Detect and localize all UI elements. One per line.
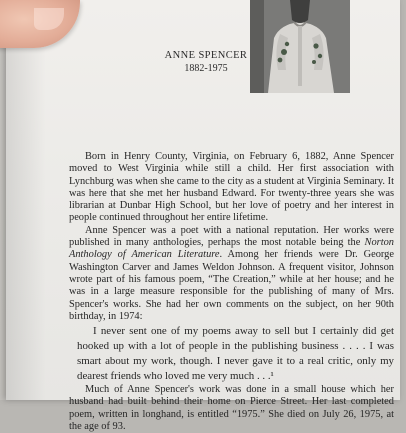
biography-text (69, 151, 394, 433)
anthology-title: Norton Anthology of American Literature (69, 237, 394, 261)
paragraph-reputation (69, 225, 394, 323)
paragraph-reputation-end: . Among her friends were Dr. George Washington Carver and James Weldon Johnson. A frequent visitor, Johnson wrote part of his famous poem, “The Creation,” while at her house; and he was in a large measure responsible for the publishing of many of Mrs. Spencer's works. She had her own comments on the subject, on her 90th birthday, in 1974: (69, 249, 394, 322)
portrait-photo (250, 0, 350, 93)
paragraph-birth: Born in Henry County, Virginia, on February 6, 1882, Anne Spencer moved to West Virginia while still a child. Her first association with Lynchburg was when she came to the city as a student at Virginia Seminary. It was here that she met her husband Edward. For twenty-three years she was librarian at Dunbar High School, but her love of poetry and her interest in people continued throughout her entire lifetime. (69, 151, 394, 224)
portrait-figure (250, 0, 350, 93)
paragraph-final-years: Much of Anne Spencer's work was done in a small house which her husband had built behind their home on Pierce Street. Her last completed poem, written in longhand, is entitled “1975.” She died on July 26, 1975, at the age of 93. (69, 384, 394, 433)
birthday-quote: I never sent one of my poems away to sell but I certainly did get hooked up with a lot of people in the publishing business . . . . I was smart about my work, though. I never gave it to a real critic, only my dearest friends who loved me very much . . .¹ (77, 325, 394, 383)
fingernail (34, 8, 64, 30)
author-dates: 1882-1975 (184, 63, 228, 74)
book-page (6, 0, 400, 433)
author-heading (6, 50, 406, 74)
paragraph-reputation-start: Anne Spencer was a poet with a national reputation. Her works were published in many anthologies, perhaps the most notable being the (69, 224, 394, 249)
author-name: ANNE SPENCER (164, 50, 248, 61)
